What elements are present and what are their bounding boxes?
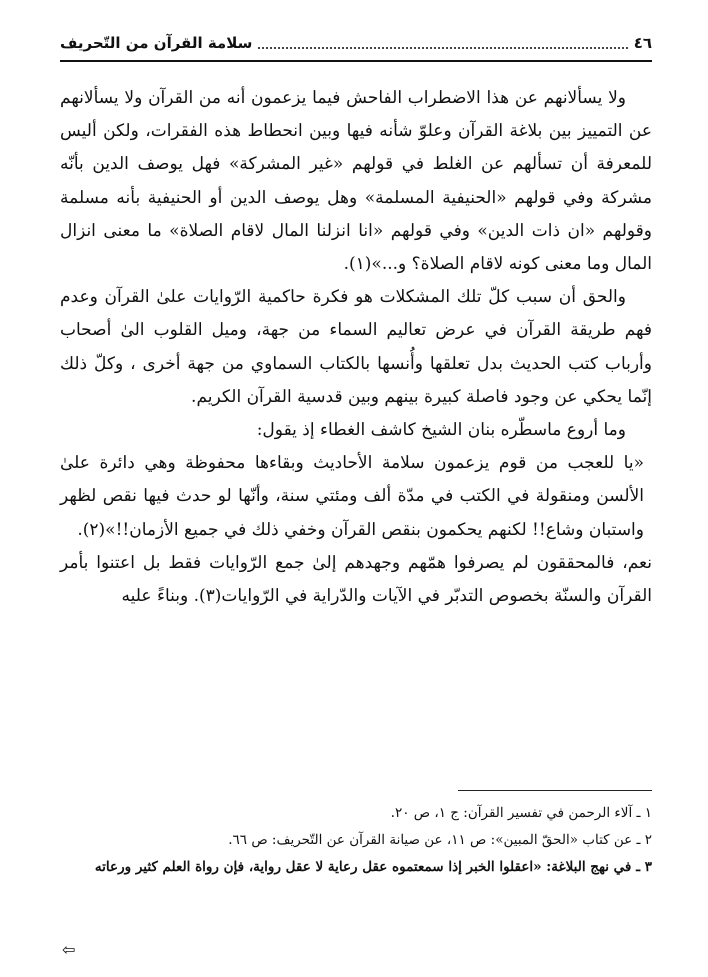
footnote-1: ١ ـ آلاء الرحمن في تفسير القرآن: ج ١، ص ٢٠.: [390, 805, 652, 821]
footnote-3: ٣ ـ في نهج البلاغة: «اعقلوا الخبر إذا سمعتموه عقل رعاية لا عقل رواية، فإن رواة العلم كثير ورعاته: [94, 859, 652, 875]
paragraph-1: ولا يسألانهم عن هذا الاضطراب الفاحش فيما يزعمون أنه من القرآن ولا يسألانهم عن التمييز بين بلاغة القرآن وعلوّ شأنه فيها وبين انحطاط هذه الفقرات، ولكن أليس للمعرفة أن تسألهم عن الغلط في قولهم «غير المشركة» فهل يوصف الدين بأنّه مشركة وفي قولهم «الحنيفية المسلمة» وهل يوصف الدين أو الحنيفية بأنه مسلمة وقولهم «ان ذات الدين» وفي قولهم «انا انزلنا المال لاقام الصلاة» ما معنى انزال المال وما معنى كونه لاقام الصلاة؟ و...»(١).: [60, 88, 652, 275]
paragraph-3: وما أروع ماسطّره بنان الشيخ كاشف الغطاء إذ يقول:: [256, 420, 626, 441]
footnote-rule: [458, 790, 652, 791]
page-number: ٤٦: [633, 34, 652, 52]
paragraph-5: نعم، فالمحققون لم يصرفوا همّهم وجهدهم إلىٰ جمع الرّوايات فقط بل اعتنوا بأمر القرآن والسنّة بخصوص التدبّر في الآيات والدّراية في الرّوايات(٣). وبناءً عليه: [60, 552, 652, 607]
main-text: [60, 82, 652, 613]
footnote-2: ٢ ـ عن كتاب «الحقّ المبين»: ص ١١، عن صيانة القرآن عن التّحريف: ص ٦٦.: [228, 832, 652, 848]
paragraph-2: والحق أن سبب كلّ تلك المشكلات هو فكرة حاكمية الرّوايات علىٰ القرآن وعدم فهم طريقة القرآن في عرض تعاليم السماء من جهة، وميل القلوب الىٰ أصحاب وأرباب كتب الحديث بدل تعلقها وأُنسها بالكتاب السماوي من جهة أخرى ، وكلّ ذلك إنّما يحكي عن وجود فاصلة كبيرة بينهم وبين قدسية القرآن الكريم.: [60, 287, 652, 407]
left-arrow-icon: ⇦: [62, 940, 76, 959]
footnotes: [56, 800, 652, 881]
page-header: [60, 30, 652, 56]
header-rule: [60, 60, 652, 62]
header-dot-leader: [258, 37, 627, 49]
quote-paragraph: «يا للعجب من قوم يزعمون سلامة الأحاديث وبقاءها محفوظة وهي دائرة علىٰ الألسن ومنقولة في الكتب في مدّة ألف ومئتي سنة، وأنّها لو حدث فيها نقص لظهر واستبان وشاع!! لكنهم يحكمون بنقص القرآن وخفي ذلك في جميع الأزمان!!»(٢).: [60, 453, 644, 540]
running-title: سلامة القرآن من التّحريف: [60, 34, 253, 52]
